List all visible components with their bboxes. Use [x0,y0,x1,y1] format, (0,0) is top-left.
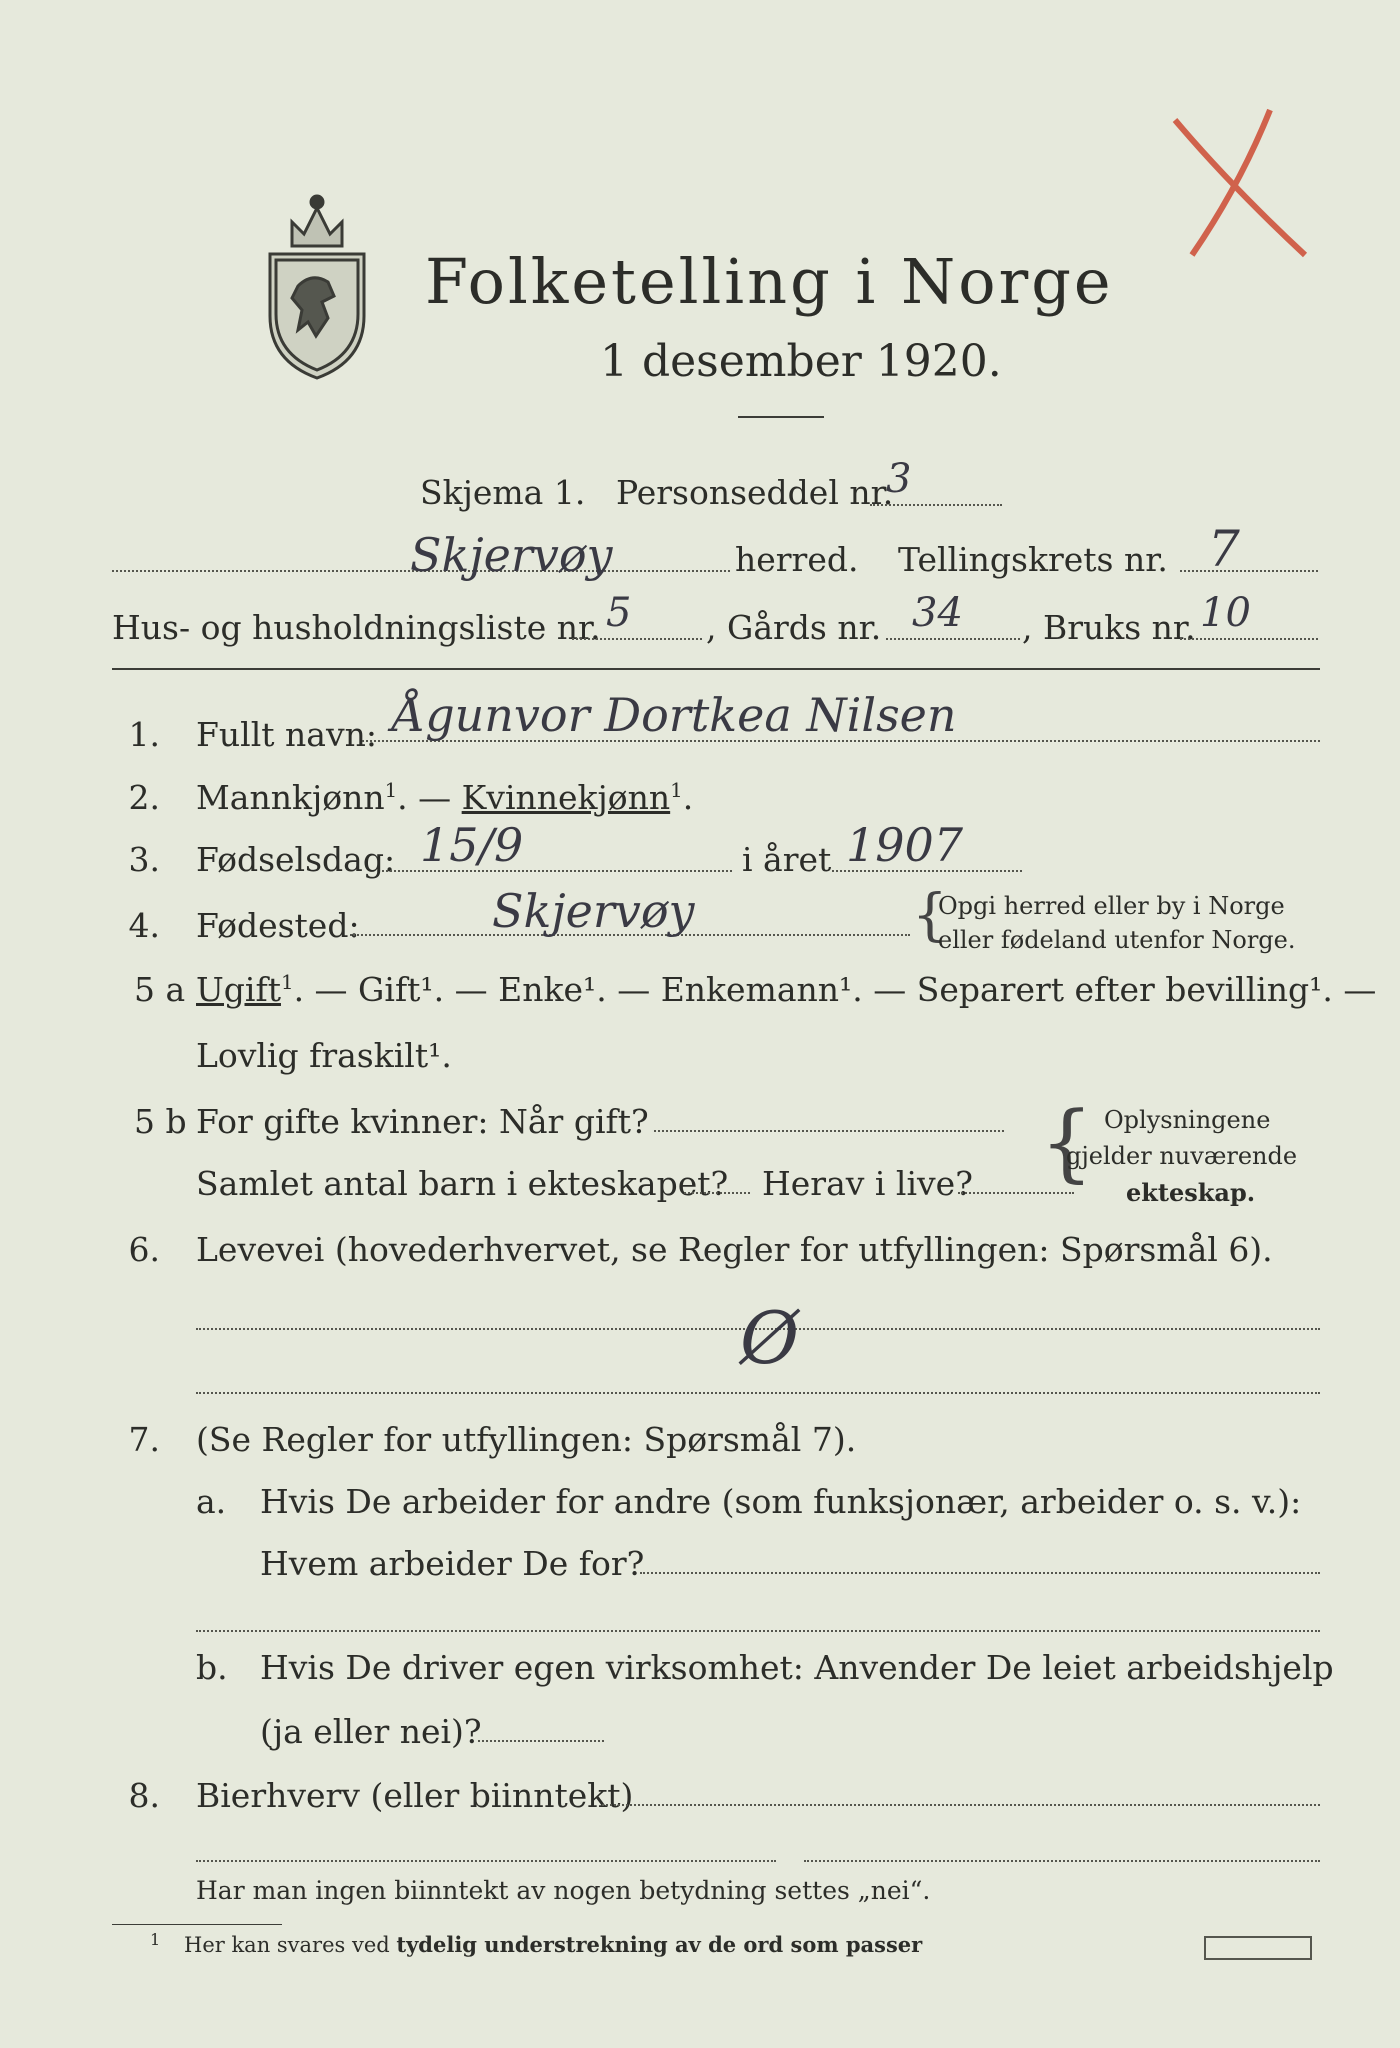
birth-year-value: 1907 [846,818,964,872]
q5b-note2: gjelder nuværende [1066,1142,1298,1170]
herred-value: Skjervøy [410,528,613,582]
q3-year-label: i året [742,840,832,879]
tellingskrets-value: 7 [1208,520,1240,578]
hus-value: 5 [606,590,632,636]
q2-number: 2. [128,778,160,817]
q5b-label1: For gifte kvinner: Når gift? [196,1102,649,1141]
coat-of-arms-icon [262,186,372,382]
census-form-page: Folketelling i Norge 1 desember 1920. Skjema 1. Personseddel nr. 3 Skjervøy herred. Tellingskrets nr. 7 Hus- og husholdningsliste nr. 5 , Gårds nr. 34 , Bruks nr. 10 1. Fullt navn: Ågunvor Dortkea Nilsen 2. Mannkjønn$^1$. — Kvinnekjønn$^1$. 3. Fødselsdag: 15/9 i året 1907 4. Fødested: Skjervøy { Opgi herred eller by i Norge eller fødeland utenfor Norge. 5 a Ugift$^1$. — Gift¹. — Enke¹. — Enkemann¹. — Separert efter bevilling¹. — Lovlig fraskilt¹. 5 b For gifte kvinner: Når gift? Samlet antal barn i ekteskapet? Herav i live? { Oplysningene gjelder nuværende ekteskap. 6. Levevei (hovederhvervet, se Regler for utfyllingen: Spørsmål 6). Ø 7. (Se Regler for utfyllingen: Spørsmål 7). a. Hvis De arbeider for andre (som funksjonær, arbeider o. s. v.): Hvem arbeider De for? b. Hvis De driver egen virksomhet: Anvender De leiet arbeidshjelp (ja eller nei)? 8. Bierhverv (eller biinntekt) Har man ingen biinntekt av nogen betydning settes „nei“. 1 Her kan svares ved tydelig understrekning av de ord som passer [0,0,1400,2048]
occupation-value: Ø [740,1296,800,1380]
q6-label: Levevei (hovederhvervet, se Regler for utfyllingen: Spørsmål 6). [196,1230,1273,1269]
q4-note-line2: eller fødeland utenfor Norge. [938,926,1296,954]
q7b-line2: (ja eller nei)? [260,1712,482,1751]
q5a-number: 5 a [134,970,186,1009]
q5b-note3: ekteskap. [1126,1178,1256,1207]
q3-label: Fødselsdag: [196,840,396,879]
gards-label: , Gårds nr. [706,608,882,647]
red-cross-mark [1170,105,1310,265]
ugift-option: Ugift [196,970,281,1009]
q7-label: (Se Regler for utfyllingen: Spørsmål 7). [196,1420,857,1459]
q3-number: 3. [128,840,160,879]
full-name-value: Ågunvor Dortkea Nilsen [392,688,957,742]
birthplace-value: Skjervøy [492,884,695,938]
q4-label: Fødested: [196,906,360,945]
q4-number: 4. [128,906,160,945]
herred-label: herred. [735,540,859,579]
q7b-letter: b. [196,1648,228,1687]
footnote-text: Her kan svares ved tydelig understrekning av de ord som passer [184,1932,923,1957]
bruks-value: 10 [1200,590,1251,636]
q5b-note1: Oplysningene [1104,1106,1271,1134]
gards-value: 34 [912,590,963,636]
q4-note-line1: Opgi herred eller by i Norge [938,892,1285,920]
q1-label: Fullt navn: [196,715,377,754]
q5a-marital-line: Ugift$^1$. — Gift¹. — Enke¹. — Enkemann¹. — Separert efter bevilling¹. — [196,970,1377,1009]
q2-gender-line: Mannkjønn$^1$. — Kvinnekjønn$^1$. [196,778,694,817]
footer-note: Har man ingen biinntekt av nogen betydning settes „nei“. [196,1876,931,1905]
q5b-number: 5 b [134,1102,187,1141]
birth-day-value: 15/9 [420,818,524,872]
footnote-mark: 1 [150,1930,161,1949]
q8-label: Bierhverv (eller biinntekt) [196,1776,634,1815]
title-divider [738,416,824,418]
female-option: Kvinnekjønn [461,778,671,817]
q7-number: 7. [128,1420,160,1459]
q1-number: 1. [128,715,160,754]
form-date: 1 desember 1920. [600,336,1002,387]
q6-number: 6. [128,1230,160,1269]
printer-stamp [1204,1936,1312,1960]
schema-label: Skjema 1. [420,473,586,512]
tellingskrets-label: Tellingskrets nr. [898,540,1168,579]
form-title: Folketelling i Norge [425,245,1114,318]
hus-label: Hus- og husholdningsliste nr. [112,608,601,647]
q7a-line2: Hvem arbeider De for? [260,1544,645,1583]
personseddel-label: Personseddel nr. [616,473,894,512]
q7a-letter: a. [196,1482,227,1521]
bruks-label: , Bruks nr. [1022,608,1196,647]
personseddel-value: 3 [886,456,912,502]
male-option: Mannkjønn [196,778,385,817]
q7a-line1: Hvis De arbeider for andre (som funksjonær, arbeider o. s. v.): [260,1482,1302,1521]
q5b-label3: Herav i live? [762,1164,973,1203]
q8-number: 8. [128,1776,160,1815]
q5a-line2: Lovlig fraskilt¹. [196,1036,452,1075]
header-rule [112,668,1320,670]
q7b-line1: Hvis De driver egen virksomhet: Anvender De leiet arbeidshjelp [260,1648,1334,1687]
q5b-label2: Samlet antal barn i ekteskapet? [196,1164,729,1203]
